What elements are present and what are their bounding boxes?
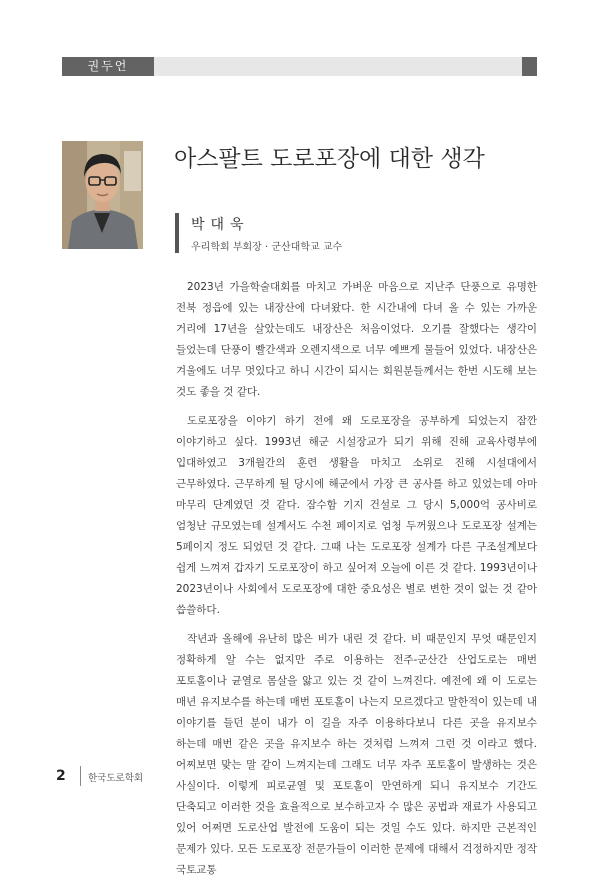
publication-name: 한국도로학회 bbox=[88, 773, 144, 784]
article-title: 아스팔트 도로포장에 대한 생각 bbox=[174, 146, 485, 172]
section-label: 권두언 bbox=[62, 57, 154, 76]
author-photo bbox=[62, 141, 143, 249]
author-affiliation: 우리학회 부회장 · 군산대학교 교수 bbox=[191, 242, 343, 253]
article-body bbox=[176, 277, 537, 889]
body-paragraph: 도로포장을 이야기 하기 전에 왜 도로포장을 공부하게 되었는지 잠깐 이야기하고 싶다. 1993년 해군 시설장교가 되기 위해 진해 교육사령부에 입대하였고 3개월간의 훈련 생활을 마치고 소위로 진해 시설대에서 근무하였다. 근무하게 될 당시에 해군에서 가장 큰 공사를 하고 있었는데 아마 마무리 단계였던 것 같다. 잠수함 기지 건설로 그 당시 5,000억 공사비로 엄청난 규모였는데 설계서도 수천 페이지로 엄청 두꺼웠으나 도로포장 설계는 5페이지 정도 되었던 것 같다. 그때 나는 도로포장 설계가 다른 구조설계보다 쉽게 느껴져 갑자기 도로포장이 하고 싶어져 오늘에 이른 것 같다. 1993년이나 2023년이나 사회에서 도로포장에 대한 중요성은 별로 변한 것이 없는 것 같아 씁쓸하다. bbox=[176, 415, 537, 616]
author-accent-bar bbox=[175, 213, 179, 253]
author-name: 박대욱 bbox=[191, 217, 250, 233]
body-paragraph: 작년과 올해에 유난히 많은 비가 내린 것 같다. 비 때문인지 무엇 때문인지 정확하게 알 수는 없지만 주로 이용하는 전주-군산간 산업도로는 매번 포토홀이나 균열로 몸살을 앓고 있는 것 같이 느껴진다. 예전에 왜 이 도로는 매년 유지보수를 하는데 매번 포토홀이 나는지 모르겠다고 말한적이 있는데 내 이야기를 들던 분이 내가 이 길을 자주 이용하다보니 다른 곳을 유지보수 하는데 매번 같은 곳을 유지보수 하는 것처럼 느껴져 그런 것 이라고 했다. 어찌보면 맞는 말 같이 느껴지는데 그래도 너무 자주 포토홀이 발생하는 것은 사실이다. 이렇게 피로균열 및 포토홀이 만연하게 되니 유지보수 기간도 단축되고 이러한 것을 효율적으로 보수하고자 수 많은 공법과 재료가 사용되고 있어 어쩌면 도로산업 발전에 도움이 되는 것일 수도 있다. 하지만 근본적인 문제가 있다. 모든 도로포장 전문가들이 이러한 문제에 대해서 걱정하지만 정작 국토교통 bbox=[176, 633, 537, 876]
page-number: 2 bbox=[56, 768, 66, 784]
footer-divider bbox=[80, 766, 81, 786]
section-header-end-block bbox=[522, 57, 537, 76]
body-paragraph: 2023년 가을학술대회를 마치고 가벼운 마음으로 지난주 단풍으로 유명한 전북 정읍에 있는 내장산에 다녀왔다. 한 시간내에 다녀 올 수 있는 가까운 거리에 17년을 살았는데도 내장산은 처음이었다. 오기를 잘했다는 생각이 들었는데 단풍이 빨간색과 오렌지색으로 너무 예쁘게 물들어 있었다. 내장산은 겨울에도 너무 멋있다고 하니 시간이 되시는 회원분들께서는 한번 시도해 보는 것도 좋을 것 같다. bbox=[176, 281, 537, 398]
